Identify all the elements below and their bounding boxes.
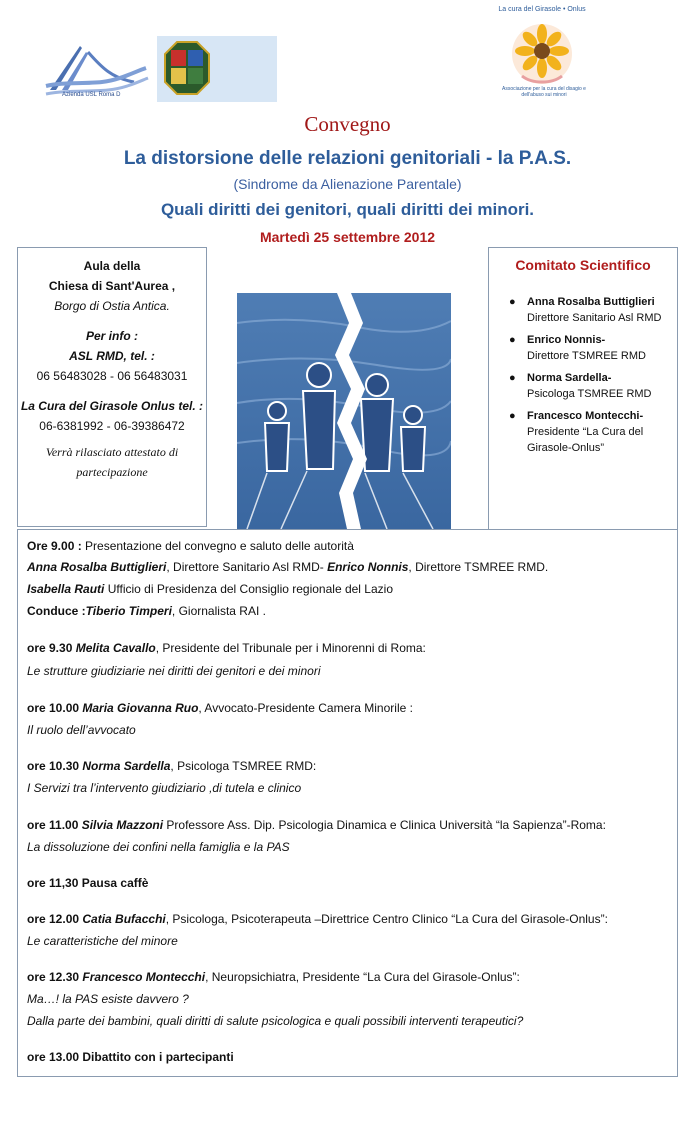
- comitato-scientifico-box: [488, 247, 678, 530]
- speaker-name: Melita Cavallo: [75, 641, 156, 655]
- program-time: Ore 9.00 :: [27, 539, 82, 553]
- program-item-9-00: [27, 538, 672, 554]
- program-item-12-30: [27, 969, 672, 985]
- program-topic: Le strutture giudiziarie nei diritti dei genitori e dei minori: [27, 664, 321, 678]
- member-role: Direttore Sanitario Asl RMD: [527, 312, 662, 324]
- comitato-member: [497, 332, 677, 364]
- bullet-icon: ●: [509, 410, 516, 422]
- speaker-role: , Psicologa TSMREE RMD:: [170, 759, 317, 773]
- attestato-line-2: partecipazione: [76, 465, 148, 479]
- convegno-heading: Convegno: [304, 112, 391, 136]
- member-name: Enrico Nonnis-: [527, 334, 606, 346]
- bullet-icon: ●: [509, 334, 516, 346]
- girasole-contact-label: La Cura del Girasole Onlus tel. :: [20, 399, 204, 413]
- bullet-icon: ●: [509, 372, 516, 384]
- speaker-name: Enrico Nonnis: [327, 560, 409, 574]
- program-item-13-00: ore 13.00 Dibattito con i partecipanti: [27, 1050, 234, 1064]
- comitato-member: [497, 294, 677, 326]
- program-item-rauti: [27, 581, 672, 597]
- info-label: Per info :: [85, 329, 138, 343]
- speaker-name: Silvia Mazzoni: [81, 818, 164, 832]
- conduce-label: Conduce :: [27, 604, 86, 618]
- page-subtitle: (Sindrome da Alienazione Parentale): [233, 176, 462, 192]
- program-topic: Il ruolo dell’avvocato: [27, 723, 136, 737]
- speaker-role: , Giornalista RAI .: [171, 604, 266, 618]
- program-item-11-00: [27, 817, 672, 833]
- program-item-12-00: [27, 911, 672, 927]
- program-item-authorities: [27, 559, 672, 575]
- program-topic: Dalla parte dei bambini, quali diritti di salute psicologica e quali possibili interventi terapeutici?: [27, 1014, 524, 1028]
- program-time: ore 12.30: [27, 970, 83, 984]
- girasole-logo-caption: Associazione per la cura del disagio e dell'abuso sui minori: [502, 86, 586, 98]
- asl-contact-label: ASL RMD, tel. :: [69, 349, 155, 363]
- program-topic: La dissoluzione dei confini nella famiglia e la PAS: [27, 840, 290, 854]
- speaker-role: Professore Ass. Dip. Psicologia Dinamica e Clinica Università “la Sapienza”-Roma:: [163, 818, 606, 832]
- program-item-9-30: [27, 640, 672, 656]
- member-name: Anna Rosalba Buttiglieri: [527, 296, 655, 308]
- speaker-name: Anna Rosalba Buttiglieri: [27, 560, 167, 574]
- location-line-2: Chiesa di Sant'Aurea ,: [48, 279, 176, 293]
- program-time: ore 10.30: [27, 759, 83, 773]
- location-line-1: Aula della: [83, 259, 141, 273]
- asl-roma-d-logo: [42, 38, 152, 104]
- speaker-role: , Psicologa, Psicoterapeuta –Direttrice Centro Clinico “La Cura del Girasole-Onlus”:: [165, 912, 608, 926]
- speaker-name: Isabella Rauti: [27, 582, 105, 596]
- program-topic: I Servizi tra l’intervento giudiziario ,di tutela e clinico: [27, 781, 302, 795]
- program-time: ore 10.00: [27, 701, 83, 715]
- speaker-role: Ufficio di Presidenza del Consiglio regionale del Lazio: [104, 582, 393, 596]
- member-role: Presidente “La Cura del Girasole-Onlus”: [527, 426, 644, 454]
- event-date: Martedì 25 settembre 2012: [259, 229, 436, 245]
- family-split-image: [237, 293, 451, 529]
- page-title: La distorsione delle relazioni genitoriali - la P.A.S.: [123, 148, 572, 169]
- speaker-name: Maria Giovanna Ruo: [82, 701, 199, 715]
- question-heading: Quali diritti dei genitori, quali diritti dei minori.: [160, 200, 535, 219]
- asl-logo-text: Azienda USL Roma D: [62, 92, 121, 98]
- member-role: Psicologa TSMREE RMD: [527, 388, 652, 400]
- speaker-role: , Neuropsichiatra, Presidente “La Cura del Girasole-Onlus”:: [205, 970, 520, 984]
- location-line-3: Borgo di Ostia Antica.: [54, 299, 170, 313]
- program-time: ore 11.00: [27, 818, 82, 832]
- program-box: [17, 529, 678, 1077]
- speaker-name: Catia Bufacchi: [82, 912, 166, 926]
- speaker-role: , Direttore Sanitario Asl RMD-: [166, 560, 328, 574]
- program-topic: Le caratteristiche del minore: [27, 934, 178, 948]
- comitato-member: [497, 370, 677, 402]
- bullet-icon: ●: [509, 296, 516, 308]
- program-item-10-00: [27, 700, 672, 716]
- la-cura-del-girasole-logo: [492, 6, 592, 104]
- regione-lazio-logo: [157, 36, 277, 102]
- member-name: Francesco Montecchi-: [527, 410, 644, 422]
- program-time: ore 12.00: [27, 912, 83, 926]
- speaker-role: , Direttore TSMREE RMD.: [408, 560, 549, 574]
- member-role: Direttore TSMREE RMD: [527, 350, 646, 362]
- program-text: Presentazione del convegno e saluto delle autorità: [81, 539, 354, 553]
- speaker-role: , Presidente del Tribunale per i Minorenni di Roma:: [155, 641, 426, 655]
- comitato-title: Comitato Scientifico: [515, 257, 651, 273]
- speaker-name: Francesco Montecchi: [82, 970, 206, 984]
- girasole-phones: 06-6381992 - 06-39386472: [39, 419, 185, 433]
- member-name: Norma Sardella-: [527, 372, 612, 384]
- program-topic: Ma…! la PAS esiste davvero ?: [27, 992, 189, 1006]
- program-item-conduce: [27, 603, 672, 619]
- asl-phones: 06 56483028 - 06 56483031: [36, 369, 188, 383]
- comitato-member: [497, 408, 677, 456]
- girasole-logo-text: La cura del Girasole • Onlus: [498, 6, 586, 13]
- program-item-10-30: [27, 758, 672, 774]
- program-item-pausa-caffe: ore 11,30 Pausa caffè: [27, 876, 149, 890]
- comitato-list: [497, 294, 677, 462]
- attestato-line-1: Verrà rilasciato attestato di: [45, 445, 179, 459]
- program-time: ore 9.30: [27, 641, 76, 655]
- location-box: [17, 247, 207, 527]
- speaker-role: , Avvocato-Presidente Camera Minorile :: [198, 701, 413, 715]
- speaker-name: Tiberio Timperi: [85, 604, 172, 618]
- speaker-name: Norma Sardella: [82, 759, 171, 773]
